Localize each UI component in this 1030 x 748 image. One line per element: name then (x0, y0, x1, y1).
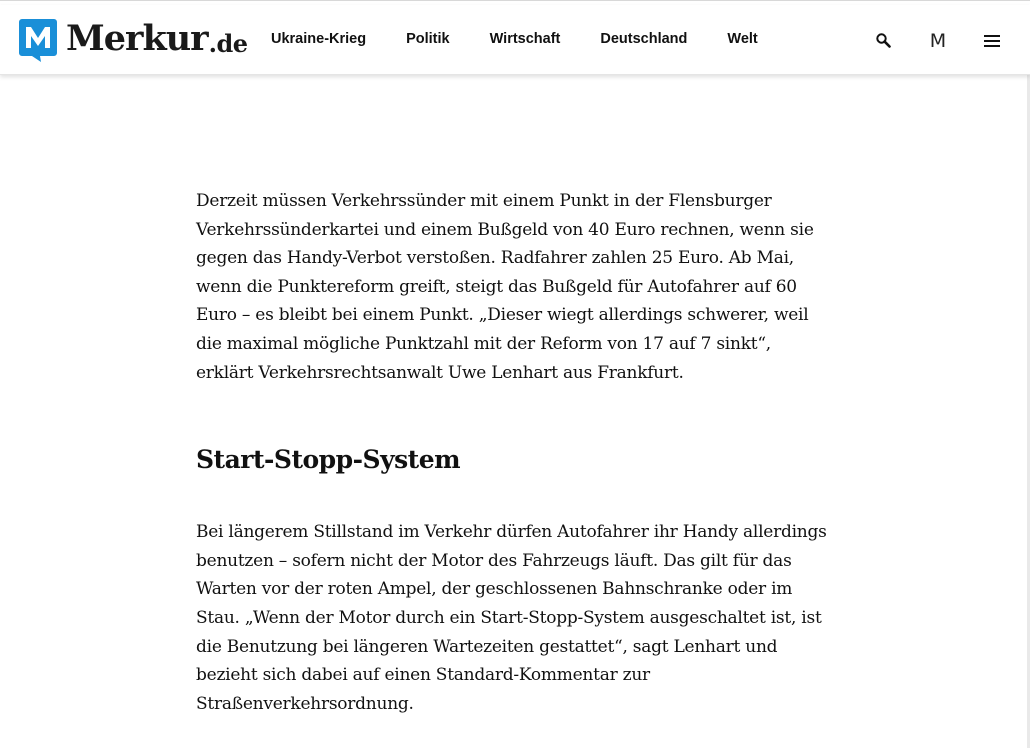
article-subheading: Start-Stopp-System (196, 445, 461, 475)
menu-button[interactable] (978, 27, 1006, 55)
nav-item-ukraine-krieg[interactable]: Ukraine-Krieg (271, 31, 367, 47)
m-account-icon: M (929, 29, 947, 52)
merkur-m-logo-icon (18, 17, 58, 63)
search-icon (875, 32, 893, 50)
account-button[interactable] (924, 27, 952, 55)
menu-icon (983, 33, 1001, 49)
site-header (0, 5, 1030, 75)
logo-wordmark: Merkur (66, 17, 208, 59)
search-button[interactable] (870, 27, 898, 55)
article-paragraph: Bei längerem Stillstand im Verkehr dürfen Autofahrer ihr Handy allerdings benutzen – sofern nicht der Motor des Fahrzeugs läuft. Das gilt für das Warten vor der roten Ampel, der geschlossenen Bahnschranke oder im Stau. „Wenn der Motor durch ein Start-Stopp-System ausgeschaltet ist, ist die Benutzung bei längeren Wartezeiten gestattet“, sagt Lenhart und bezieht sich dabei auf einen Standard-Kommentar zur Straßenverkehrsordnung. (196, 522, 827, 714)
main-navigation (271, 31, 798, 47)
nav-item-wirtschaft[interactable]: Wirtschaft (489, 31, 561, 47)
nav-item-deutschland[interactable]: Deutschland (600, 31, 688, 47)
merkur-logo[interactable] (18, 16, 248, 64)
article-body (196, 187, 836, 718)
nav-item-welt[interactable]: Welt (727, 31, 758, 47)
header-actions (870, 27, 1006, 55)
article-paragraph: Derzeit müssen Verkehrssünder mit einem Punkt in der Flensburger Verkehrssünderkartei und einem Bußgeld von 40 Euro rechnen, wenn sie gegen das Handy-Verbot verstoßen. Radfahrer zahlen 25 Euro. Ab Mai, wenn die Punktereform greift, steigt das Bußgeld für Autofahrer auf 60 Euro – es bleibt bei einem Punkt. „Dieser wiegt allerdings schwerer, weil die maximal mögliche Punktzahl mit der Reform von 17 auf 7 sinkt“, erklärt Verkehrsrechtsanwalt Uwe Lenhart aus Frankfurt. (196, 191, 814, 383)
nav-item-politik[interactable]: Politik (406, 31, 450, 47)
logo-tld: .de (208, 28, 248, 58)
